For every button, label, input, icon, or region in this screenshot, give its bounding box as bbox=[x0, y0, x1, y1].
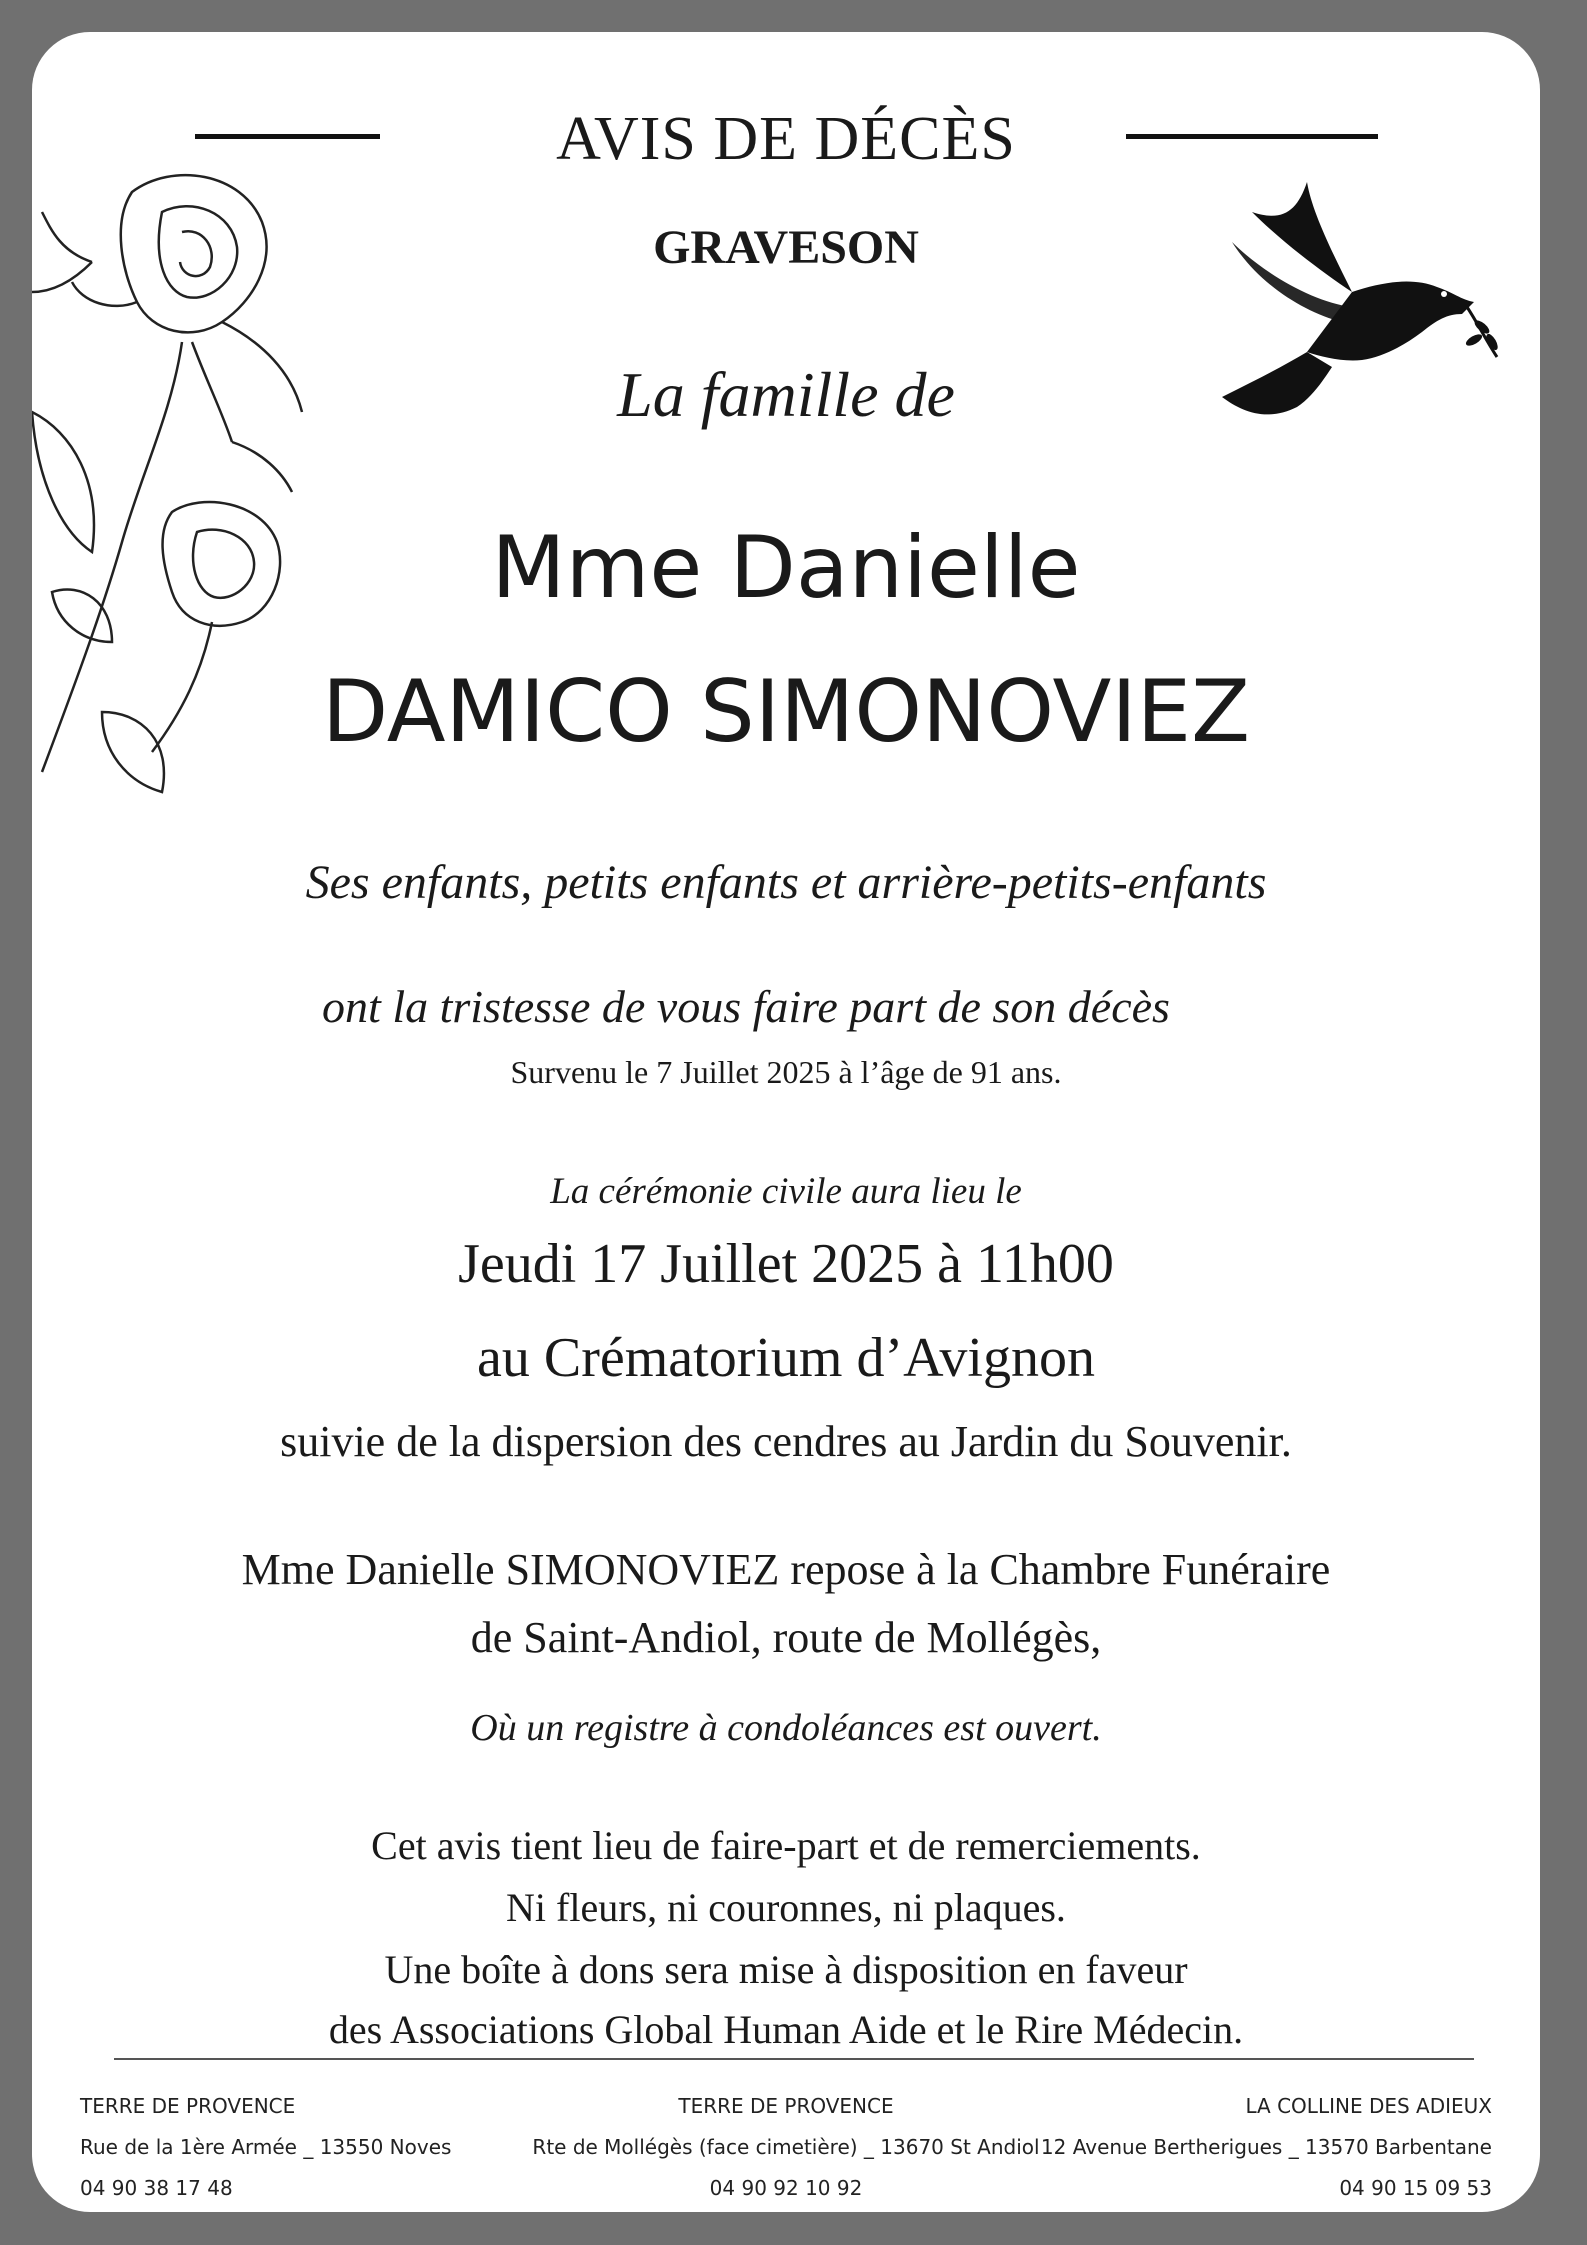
rest-place-line1: Mme Danielle SIMONOVIEZ repose à la Chambre Funéraire bbox=[241, 1545, 1331, 1594]
ceremony-place: au Crématorium d’Avignon bbox=[477, 1327, 1095, 1389]
death-notice-card bbox=[32, 32, 1540, 2212]
rest-place-line2: de Saint-Andiol, route de Mollégès, bbox=[470, 1613, 1102, 1662]
closing-line-3: Une boîte à dons sera mise à disposition en faveur bbox=[384, 1947, 1188, 1992]
closing-line-2: Ni fleurs, ni couronnes, ni plaques. bbox=[506, 1885, 1066, 1930]
footer-right bbox=[1041, 2086, 1492, 2209]
footer-center-phone: 04 90 92 10 92 bbox=[709, 2176, 863, 2200]
ceremony-intro: La cérémonie civile aura lieu le bbox=[550, 1171, 1022, 1212]
rose-illustration bbox=[32, 152, 332, 892]
announcement-line: ont la tristesse de vous faire part de son décès bbox=[322, 981, 1170, 1032]
ceremony-followup: suivie de la dispersion des cendres au Jardin du Souvenir. bbox=[280, 1417, 1292, 1466]
closing-line-1: Cet avis tient lieu de faire-part et de remerciements. bbox=[371, 1823, 1201, 1868]
condolence-register: Où un registre à condoléances est ouvert. bbox=[470, 1707, 1102, 1749]
footer-center-name: TERRE DE PROVENCE bbox=[678, 2094, 894, 2118]
footer-right-name: LA COLLINE DES ADIEUX bbox=[1245, 2094, 1492, 2118]
deceased-name-last: DAMICO SIMONOVIEZ bbox=[322, 662, 1250, 762]
footer-left-name: TERRE DE PROVENCE bbox=[80, 2094, 296, 2118]
ceremony-date: Jeudi 17 Juillet 2025 à 11h00 bbox=[458, 1233, 1114, 1295]
footer-center bbox=[486, 2086, 1086, 2209]
header-title: AVIS DE DÉCÈS bbox=[556, 105, 1016, 173]
town-name: GRAVESON bbox=[653, 221, 919, 274]
family-of-label: La famille de bbox=[617, 359, 955, 430]
deceased-name-first: Mme Danielle bbox=[491, 518, 1081, 618]
footer-left-address: Rue de la 1ère Armée _ 13550 Noves bbox=[80, 2135, 452, 2159]
dove-with-olive-branch-icon bbox=[1212, 182, 1502, 452]
footer-right-address: 12 Avenue Bertherigues _ 13570 Barbentane bbox=[1040, 2135, 1492, 2159]
footer-divider bbox=[114, 2058, 1474, 2060]
footer-left-phone: 04 90 38 17 48 bbox=[80, 2176, 233, 2200]
relatives-line: Ses enfants, petits enfants et arrière-petits-enfants bbox=[305, 856, 1267, 909]
closing-line-4: des Associations Global Human Aide et le Rire Médecin. bbox=[328, 2007, 1244, 2052]
footer-right-phone: 04 90 15 09 53 bbox=[1339, 2176, 1492, 2200]
footer-center-address: Rte de Mollégès (face cimetière) _ 13670 St Andiol bbox=[532, 2135, 1040, 2159]
death-details: Survenu le 7 Juillet 2025 à l’âge de 91 ans. bbox=[510, 1054, 1062, 1090]
footer-left bbox=[80, 2086, 451, 2209]
